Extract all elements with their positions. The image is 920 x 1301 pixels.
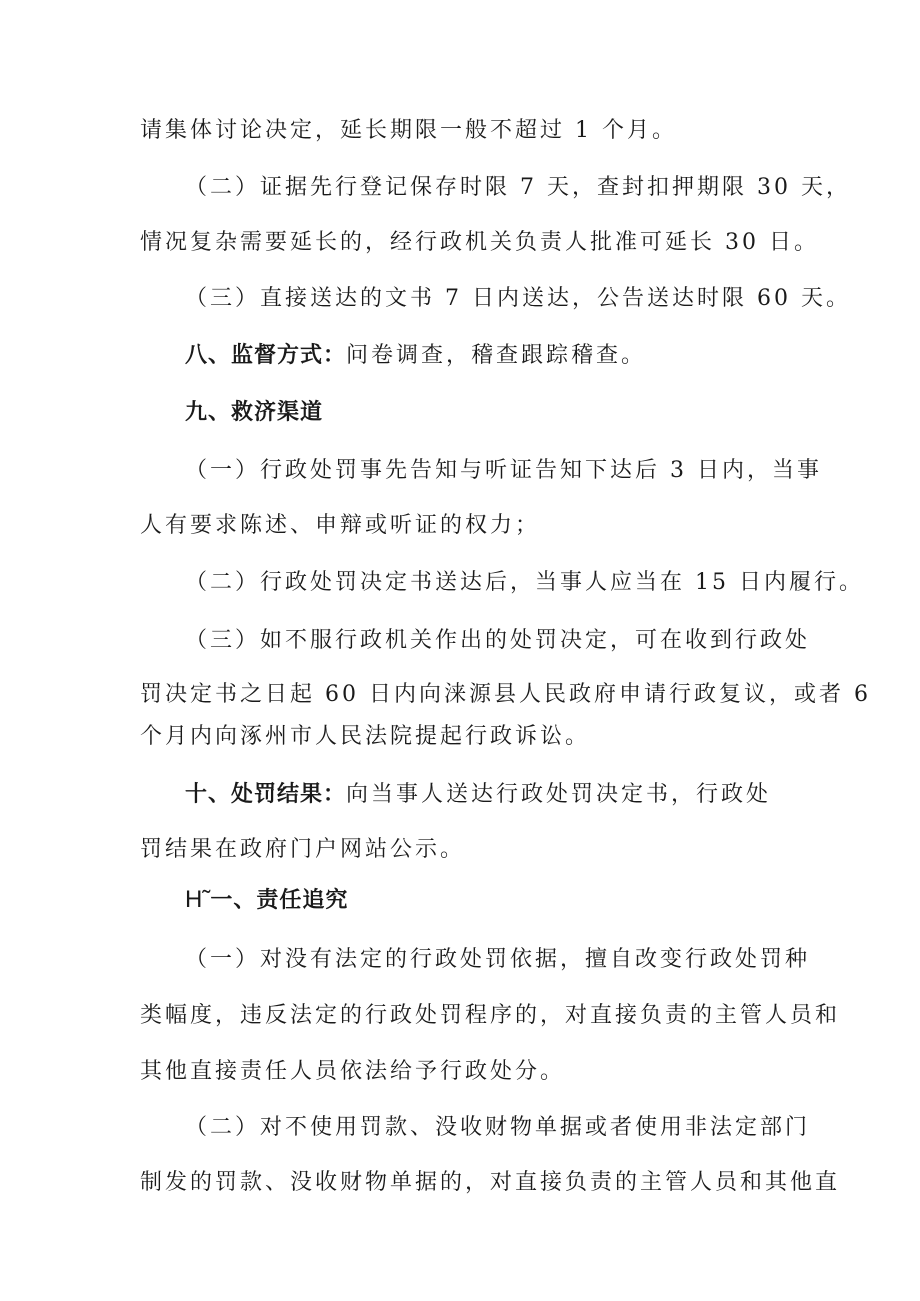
section-11-line (185, 885, 348, 916)
paragraph-line: （二）行政处罚决定书送达后，当事人应当在 15 日内履行。 (185, 570, 864, 595)
paragraph-line: 罚决定书之日起 60 日内向涞源县人民政府申请行政复议，或者 6 (140, 682, 871, 707)
paragraph-line: 类幅度，违反法定的行政处罚程序的，对直接负责的主管人员和 (140, 1003, 841, 1028)
section-heading: 十、处罚结果： (185, 782, 347, 807)
garbled-numeral: H˜ (185, 886, 211, 913)
section-text: 问卷调查，稽查跟踪稽查。 (346, 343, 647, 368)
paragraph-line: 个月内向涿州市人民法院提起行政诉讼。 (140, 724, 591, 749)
paragraph-line: （三）如不服行政机关作出的处罚决定，可在收到行政处 (185, 628, 811, 653)
section-text: 向当事人送达行政处罚决定书，行政处 (346, 782, 772, 807)
paragraph-line: （二）对不使用罚款、没收财物单据或者使用非法定部门 (185, 1115, 811, 1140)
paragraph-line: 情况复杂需要延长的，经行政机关负责人批准可延长 30 日。 (140, 230, 819, 255)
paragraph-line: 罚结果在政府门户网站公示。 (140, 837, 466, 862)
paragraph-line: 请集体讨论决定，延长期限一般不超过 1 个月。 (140, 118, 677, 143)
section-8-line (185, 341, 646, 371)
paragraph-line: 人有要求陈述、申辩或听证的权力； (140, 513, 541, 538)
paragraph-line: 其他直接责任人员依法给予行政处分。 (140, 1059, 566, 1084)
section-heading: 九、救济渠道 (185, 400, 324, 425)
section-10-line (185, 780, 771, 810)
paragraph-line: （一）对没有法定的行政处罚依据，擅自改变行政处罚种 (185, 947, 811, 972)
section-heading: 一、责任追究 (210, 888, 349, 913)
paragraph-line: （二）证据先行登记保存时限 7 天，查封扣押期限 30 天， (185, 175, 851, 200)
section-heading: 八、监督方式： (185, 343, 347, 368)
paragraph-line: （三）直接送达的文书 7 日内送达，公告送达时限 60 天。 (185, 286, 851, 311)
paragraph-line: （一）行政处罚事先告知与听证告知下达后 3 日内，当事 (185, 458, 822, 483)
paragraph-line: 制发的罚款、没收财物单据的，对直接负责的主管人员和其他直 (140, 1170, 841, 1195)
